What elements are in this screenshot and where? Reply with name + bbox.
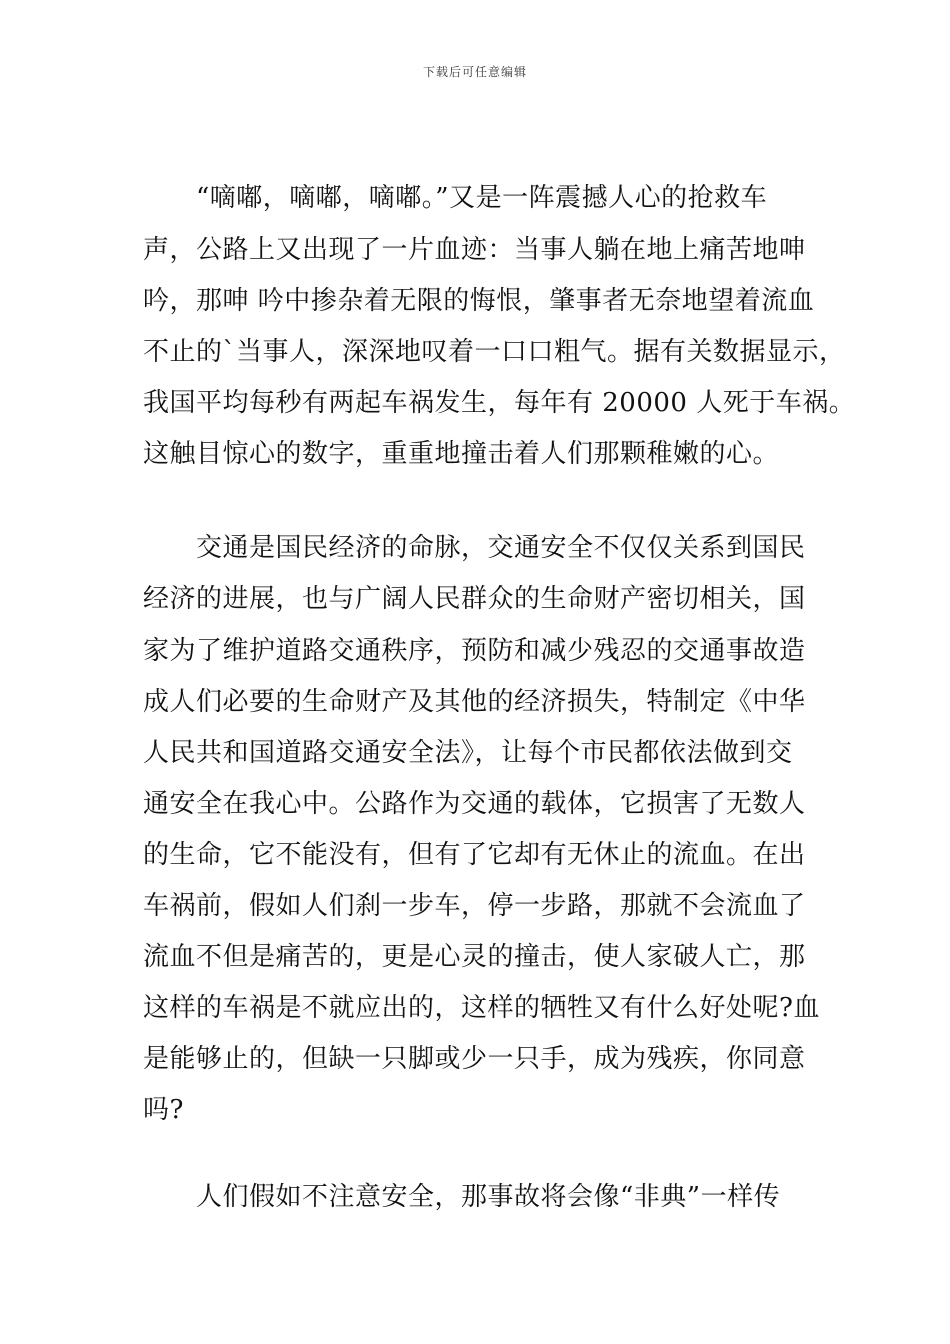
text-line: 声，公路上又出现了一片血迹：当事人躺在地上痛苦地呻	[143, 235, 806, 265]
text-line: 流血不但是痛苦的，更是心灵的撞击，使人家破人亡，那	[143, 942, 806, 972]
text-line: 的生命，它不能没有，但有了它却有无休止的流血。在出	[143, 840, 806, 870]
text-line: 成人们必要的生命财产及其他的经济损失，特制定《中华	[143, 687, 806, 717]
text-line: 经济的进展，也与广阔人民群众的生命财产密切相关，国	[143, 584, 806, 614]
text-line: 通安全在我心中。公路作为交通的载体，它损害了无数人	[143, 789, 806, 819]
page-header: 下载后可任意编辑	[422, 65, 527, 79]
text-line: “嘀嘟，嘀嘟，嘀嘟。”又是一阵震撼人心的抢救车	[143, 183, 768, 213]
text-line: 人们假如不注意安全，那事故将会像“非典”一样传	[143, 1182, 781, 1212]
text-line: 是能够止的，但缺一只脚或少一只手，成为残疾，你同意	[143, 1044, 806, 1074]
text-line: 吟，那呻 吟中掺杂着无限的悔恨，肇事者无奈地望着流血	[143, 286, 815, 316]
text-line: 这样的车祸是不就应出的，这样的牺牲又有什么好处呢?血	[143, 993, 820, 1023]
text-line: 吗?	[143, 1095, 184, 1125]
text-line: 家为了维护道路交通秩序，预防和减少残忍的交通事故造	[143, 636, 806, 666]
text-line: 不止的`当事人，深深地叹着一口口粗气。据有关数据显示，	[143, 337, 846, 367]
text-line: 交通是国民经济的命脉，交通安全不仅仅关系到国民	[143, 533, 806, 563]
text-line: 这触目惊心的数字，重重地撞击着人们那颗稚嫩的心。	[143, 439, 780, 469]
text-line: 我国平均每秒有两起车祸发生，每年有 20000 人死于车祸。	[143, 388, 856, 418]
text-line: 人民共和国道路交通安全法》，让每个市民都依法做到交	[143, 738, 793, 768]
text-line: 车祸前，假如人们刹一步车，停一步路，那就不会流血了	[143, 891, 806, 921]
